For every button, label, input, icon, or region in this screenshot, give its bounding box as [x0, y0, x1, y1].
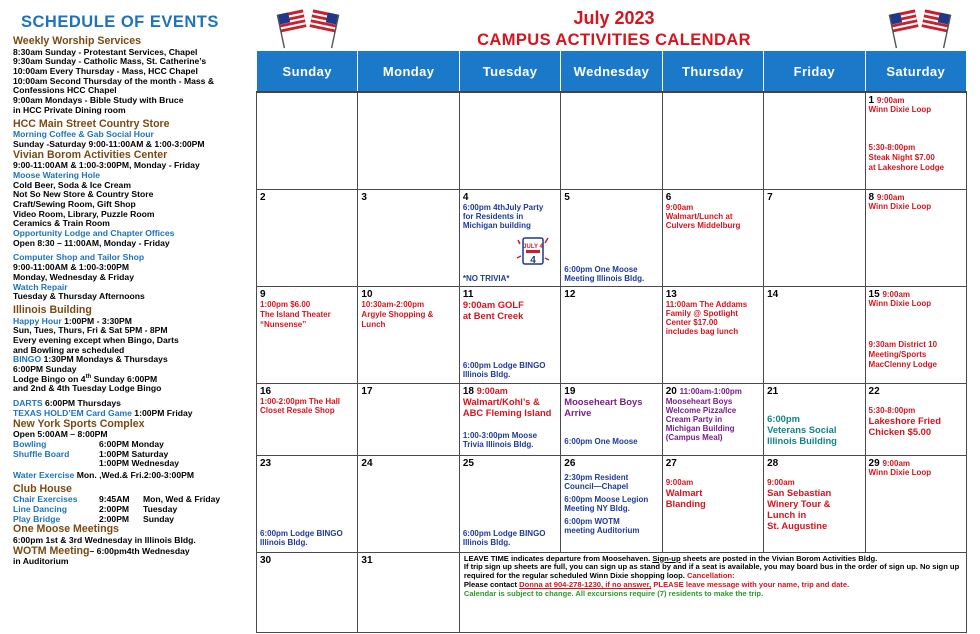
event-text: Cream Party in	[665, 414, 723, 424]
day-cell: 15 9:00am Winn Dixie Loop 9:30am District 10 Meeting/Sports MacClenny Lodge	[865, 286, 966, 383]
worship-line: 8:30am Sunday - Protestant Services, Chapel	[13, 46, 198, 57]
event-text: Winery Tour &	[767, 497, 831, 509]
wotm-heading: WOTM Meeting	[13, 544, 90, 557]
event-text: includes bag lunch	[665, 326, 739, 336]
bingo-label: BINGO	[13, 354, 42, 365]
day-cell: 7	[764, 189, 865, 286]
wotm-line2: in Auditorium	[13, 556, 69, 567]
day-cell: 27 9:00am Walmart Blanding	[662, 455, 763, 552]
schedule-sidebar	[0, 0, 254, 634]
coffee-hours: Sunday -Saturday 9:00-11:00AM & 1:00-3:00PM	[13, 138, 205, 149]
event-text: Illinois Bldg.	[462, 537, 511, 547]
day-cell: 25 6:00pm Lodge BINGO Illinois Bldg.	[459, 455, 560, 552]
event-text: Meeting/Sports	[868, 349, 927, 359]
holdem-label: TEXAS HOLD’EM Card Game	[13, 407, 132, 418]
calendar-week	[257, 286, 967, 383]
event-text: 1:00-3:00pm Moose	[462, 430, 538, 440]
event-text: Argyle Shopping &	[361, 309, 434, 319]
one-moose-heading: One Moose Meetings	[13, 523, 119, 536]
event-text: St. Augustine	[767, 519, 828, 531]
event-text: Trivia Illinois Bldg.	[462, 439, 534, 449]
event-text: meeting Auditorium	[564, 525, 640, 535]
day-cell: 20 11:00am-1:00pm Mooseheart Boys Welcome Pizza/Ice Cream Party in Michigan Building (Campus Meal)	[662, 383, 763, 455]
moose-line: Ceramics & Train Room	[13, 218, 110, 229]
leave-time-note: LEAVE TIME indicates departure from Moosehaven. Sign-up sheets are posted in the Vivian Borom Activities Bldg. If trip sign up sheets are full, you can sign up as stand by and if a seat is available, you may board bus in the order of sign up. No sign up required for the regular scheduled Winn Dixie shopping loop. Cancellation: Please contact Donna at 904-278-1230, if no answer, PLEASE leave message with your name, trip and date. Calendar is subject to change. All excursions require (7) residents to make the trip.	[463, 553, 960, 599]
shuffle2	[13, 459, 250, 469]
crossed-flags-icon	[276, 6, 340, 50]
event-text: Illinois Bldg.	[260, 537, 308, 547]
svg-text:JULY 4: JULY 4	[523, 243, 543, 250]
worship-heading: Weekly Worship Services	[13, 35, 141, 47]
event-text: (Campus Meal)	[665, 432, 723, 442]
day-cell: 5 6:00pm One Moose Meeting Illinois Bldg.	[561, 189, 662, 286]
water-exercise	[13, 471, 250, 481]
illinois-heading: Illinois Building	[13, 303, 92, 316]
worship-line: Confessions HCC Chapel	[13, 85, 117, 96]
event-text: Walmart	[665, 486, 703, 498]
shuffle-time2: 1:00PM Wednesday	[99, 458, 180, 469]
event-text: Council—Chapel	[564, 481, 629, 491]
event-text: 9:00am GOLF	[462, 298, 524, 310]
event-text: 1:00-2:00pm The Hall	[260, 396, 341, 406]
event-text: 6:00pm 4thJuly Party	[462, 202, 544, 212]
event-text: 9:00am	[665, 477, 694, 487]
event-text: 6:00pm Moose Legion	[564, 494, 649, 504]
club-row: Line Dancing 2:00PM Tuesday	[13, 503, 178, 514]
holdem-time: 1:00PM Friday	[134, 407, 193, 418]
event-text: Winn Dixie Loop	[868, 201, 932, 211]
event-text: 6:00pm One Moose	[564, 436, 638, 446]
lodge-offices-hours: Open 8:30 – 11:00AM, Monday - Friday	[13, 237, 170, 248]
event-text: 9:00am	[665, 202, 694, 212]
event-text: Walmart/Kohl’s &	[462, 395, 540, 407]
day-cell: 2	[257, 189, 358, 286]
calendar-week	[257, 383, 967, 455]
computer-shop-hours: 9:00-11:00AM & 1:00-3:00PM	[13, 262, 130, 273]
day-cell: 28 9:00am San Sebastian Winery Tour & Lunch in St. Augustine	[764, 455, 865, 552]
event-text: Chicken $5.00	[868, 425, 932, 437]
event-text: *NO TRIVIA*	[462, 273, 510, 283]
sidebar-title: SCHEDULE OF EVENTS	[21, 13, 219, 31]
day-cell: 22 5:30-8:00pm Lakeshore Fried Chicken $5.00	[865, 383, 966, 455]
event-text: 6:00pm Lodge BINGO	[462, 360, 546, 370]
event-text: 5:30-8:00pm	[868, 143, 916, 152]
notes-cell	[459, 552, 966, 632]
day-cell: 6 9:00am Walmart/Lunch at Culvers Middelburg	[662, 189, 763, 286]
event-text: Winn Dixie Loop	[868, 467, 932, 477]
event-text: 9:30am District 10	[868, 339, 938, 349]
event-text: Meeting NY Bldg.	[564, 503, 630, 513]
event-text: Closet Resale Shop	[260, 405, 335, 415]
event-text: 6:00pm Lodge BINGO	[260, 528, 343, 538]
calendar-grid	[256, 50, 967, 633]
event-text: Michigan building	[462, 220, 531, 230]
day-cell-empty	[764, 92, 865, 189]
moose-watering-label: Moose Watering Hole	[13, 169, 101, 180]
weekday-header: Saturday	[865, 51, 966, 93]
event-text: Winn Dixie Loop	[868, 105, 932, 114]
event-text: Lunch	[361, 319, 386, 329]
bingo-time: 1:30PM Mondays & Thursdays	[43, 354, 168, 365]
calendar-week	[257, 189, 967, 286]
shuffle-label: Shuffle Board	[13, 448, 70, 459]
weekday-header: Thursday	[662, 51, 763, 93]
computer-shop-label: Computer Shop and Tailor Shop	[13, 252, 145, 263]
event-text: The Island Theater	[260, 309, 331, 319]
day-cell-empty	[459, 92, 560, 189]
calendar-week	[257, 455, 967, 552]
day-cell: 23 6:00pm Lodge BINGO Illinois Bldg.	[257, 455, 358, 552]
day-cell-empty	[561, 92, 662, 189]
day-cell: 21 6:00pm Veterans Social Illinois Building	[764, 383, 865, 455]
day-cell: 31	[358, 552, 459, 632]
day-cell: 12	[561, 286, 662, 383]
worship-line: 9:30am Sunday - Catholic Mass, St. Catherine’s	[13, 56, 207, 67]
event-text: Illinois Building	[767, 434, 837, 446]
event-text: Culvers Middelburg	[665, 220, 741, 230]
watch-repair-days: Tuesday & Thursday Afternoons	[13, 291, 145, 302]
hcc-heading: HCC Main Street Country Store	[13, 117, 170, 130]
coffee-label: Morning Coffee & Gab Social Hour	[13, 129, 154, 140]
event-text: Family @ Spotlight	[665, 308, 738, 318]
day-cell: 26 2:30pm Resident Council—Chapel 6:00pm Moose Legion Meeting NY Bldg. 6:00pm WOTM meeting Auditorium	[561, 455, 662, 552]
event-text: Steak Night $7.00	[868, 153, 935, 162]
event-text: Lunch in	[767, 508, 807, 520]
day-cell-empty	[662, 92, 763, 189]
computer-shop-days: Monday, Wednesday & Friday	[13, 271, 134, 282]
day-cell: 8 9:00am Winn Dixie Loop	[865, 189, 966, 286]
wotm-dash: – 6:00pm4th Wednesday	[89, 545, 190, 556]
event-text: Mooseheart Boys	[665, 396, 733, 406]
event-text: San Sebastian	[767, 486, 832, 498]
happy-hour-time: 1:00PM - 3:30PM	[64, 315, 132, 326]
sunday-line: 6:00PM Sunday	[13, 364, 77, 375]
vivian-heading: Vivian Borom Activities Center	[13, 148, 168, 161]
lodge-offices-label: Opportunity Lodge and Chapter Offices	[13, 228, 175, 239]
svg-text:4: 4	[530, 254, 536, 266]
event-text: Welcome Pizza/Ice	[665, 405, 737, 415]
event-text: Lakeshore Fried	[868, 414, 941, 426]
day-cell-empty	[358, 92, 459, 189]
weekday-header: Tuesday	[459, 51, 560, 93]
event-text: Veterans Social	[767, 423, 837, 435]
event-text: 6:00pm WOTM	[564, 516, 620, 526]
moose-line: Cold Beer, Soda & Ice Cream	[13, 179, 131, 190]
day-cell: 17	[358, 383, 459, 455]
moose-line: Craft/Sewing Room, Gift Shop	[13, 198, 136, 209]
weekday-header-row	[257, 51, 967, 93]
day-cell: 18 9:00am Walmart/Kohl’s & ABC Fleming Island 1:00-3:00pm Moose Trivia Illinois Bldg.	[459, 383, 560, 455]
lodge-bingo-line: Lodge Bingo on 4th Sunday 6:00PM	[13, 373, 158, 384]
event-text: for Residents in	[462, 211, 524, 221]
weekday-header: Wednesday	[561, 51, 662, 93]
day-cell: 1 9:00am Winn Dixie Loop 5:30-8:00pm Steak Night $7.00 at Lakeshore Lodge	[865, 92, 966, 189]
moose-line: Video Room, Library, Puzzle Room	[13, 208, 155, 219]
event-text: 6:00pm One Moose	[564, 264, 638, 274]
day-cell-empty	[257, 92, 358, 189]
club-row: Chair Exercises 9:45AM Mon, Wed & Friday	[13, 494, 221, 505]
event-text: 5:30-8:00pm	[868, 405, 916, 415]
event-text: Blanding	[665, 497, 706, 509]
illinois-line: and Bowling are scheduled	[13, 344, 125, 355]
event-text: at Bent Creek	[462, 309, 524, 321]
day-cell: 29 9:00am Winn Dixie Loop	[865, 455, 966, 552]
bowling-time: 6:00PM Monday	[99, 438, 164, 449]
worship-line: 9:00am Mondays - Bible Study with Bruce	[13, 95, 184, 106]
day-cell: 9 1:00pm $6.00 The Island Theater “Nunsense”	[257, 286, 358, 383]
worship-line: in HCC Private Dining room	[13, 104, 126, 115]
july-fourth-icon	[514, 232, 552, 270]
event-text: Illinois Bldg.	[462, 369, 511, 379]
event-text: Winn Dixie Loop	[868, 298, 932, 308]
event-text: 2:30pm Resident	[564, 472, 629, 482]
day-cell: 11 9:00am GOLF at Bent Creek 6:00pm Lodge BINGO Illinois Bldg.	[459, 286, 560, 383]
day-cell: 10 10:30am-2:00pm Argyle Shopping & Lunch	[358, 286, 459, 383]
event-text: 6:00pm Lodge BINGO	[462, 528, 546, 538]
event-text: at Lakeshore Lodge	[868, 163, 945, 172]
calendar-week	[257, 92, 967, 189]
event-text: ABC Fleming Island	[462, 406, 552, 418]
event-text: 6:00pm	[767, 412, 800, 424]
day-cell: 4 6:00pm 4thJuly Party for Residents in Michigan building JULY 4 4 *NO TRIVIA*	[459, 189, 560, 286]
calendar-header	[254, 0, 974, 50]
bowling-label: Bowling	[13, 438, 47, 449]
event-text: 9:00am	[767, 477, 795, 487]
club-heading: Club House	[13, 482, 72, 495]
happy-hour-label: Happy Hour	[13, 315, 62, 326]
club-row: Play Bridge 2:00PM Sunday	[13, 513, 175, 524]
day-cell: 19 Mooseheart Boys Arrive 6:00pm One Moose	[561, 383, 662, 455]
lodge-bingo-line2: and 2nd & 4th Tuesday Lodge Bingo	[13, 383, 162, 394]
event-text: 10:30am-2:00pm	[361, 299, 425, 309]
worship-line: 10:00am Every Thursday - Mass, HCC Chapel	[13, 66, 198, 76]
day-cell: 24	[358, 455, 459, 552]
event-text: 11:00am The Addams	[665, 299, 748, 309]
day-cell: 13 11:00am The Addams Family @ Spotlight Center $17.00 includes bag lunch	[662, 286, 763, 383]
calendar-change-note: Calendar is subject to change. All excursions require (7) residents to make the trip.	[463, 589, 764, 599]
water-time: Mon. ,Wed.& Fri.2:00-3:00PM	[76, 469, 195, 480]
event-text: Michigan Building	[665, 423, 735, 433]
event-text: Meeting Illinois Bldg.	[564, 273, 645, 283]
event-text: Center $17.00	[665, 317, 718, 327]
illinois-line: Every evening except when Bingo, Darts	[13, 334, 179, 345]
weekday-header: Monday	[358, 51, 459, 93]
weekday-header: Friday	[764, 51, 865, 93]
event-text: 1:00pm $6.00	[260, 299, 311, 309]
ny-heading: New York Sports Complex	[13, 417, 145, 430]
day-cell: 14	[764, 286, 865, 383]
worship-line: 10:00am Second Thursday of the month - Mass &	[13, 75, 215, 86]
weekday-header: Sunday	[257, 51, 358, 93]
calendar-title: CAMPUS ACTIVITIES CALENDAR	[477, 31, 751, 49]
darts-label: DARTS	[13, 398, 43, 409]
illinois-line: Sun, Tues, Thurs, Fri & Sat 5PM - 8PM	[13, 325, 168, 336]
event-text: Walmart/Lunch at	[665, 211, 733, 221]
moose-line: Not So New Store & Country Store	[13, 189, 154, 200]
calendar-week	[257, 552, 967, 632]
one-moose-line: 6:00pm 1st & 3rd Wednesday in Illinois Bldg.	[13, 534, 196, 545]
event-text: MacClenny Lodge	[868, 359, 937, 369]
event-text: Arrive	[564, 406, 592, 418]
month-title: July 2023	[573, 8, 655, 28]
event-text: “Nunsense”	[260, 319, 307, 329]
darts-time: 6:00PM Thursdays	[45, 398, 121, 409]
event-text: Mooseheart Boys	[564, 395, 643, 407]
day-cell: 16 1:00-2:00pm The Hall Closet Resale Shop	[257, 383, 358, 455]
shuffle-time: 1:00PM Saturday	[99, 448, 169, 459]
day-cell: 3	[358, 189, 459, 286]
water-label: Water Exercise	[13, 469, 75, 480]
watch-repair-label: Watch Repair	[13, 281, 68, 292]
vivian-hours: 9:00-11:00AM & 1:00-3:00PM, Monday - Friday	[13, 160, 200, 171]
crossed-flags-icon	[888, 6, 952, 50]
ny-open: Open 5:00AM – 8:00PM	[13, 429, 108, 440]
day-cell: 30	[257, 552, 358, 632]
